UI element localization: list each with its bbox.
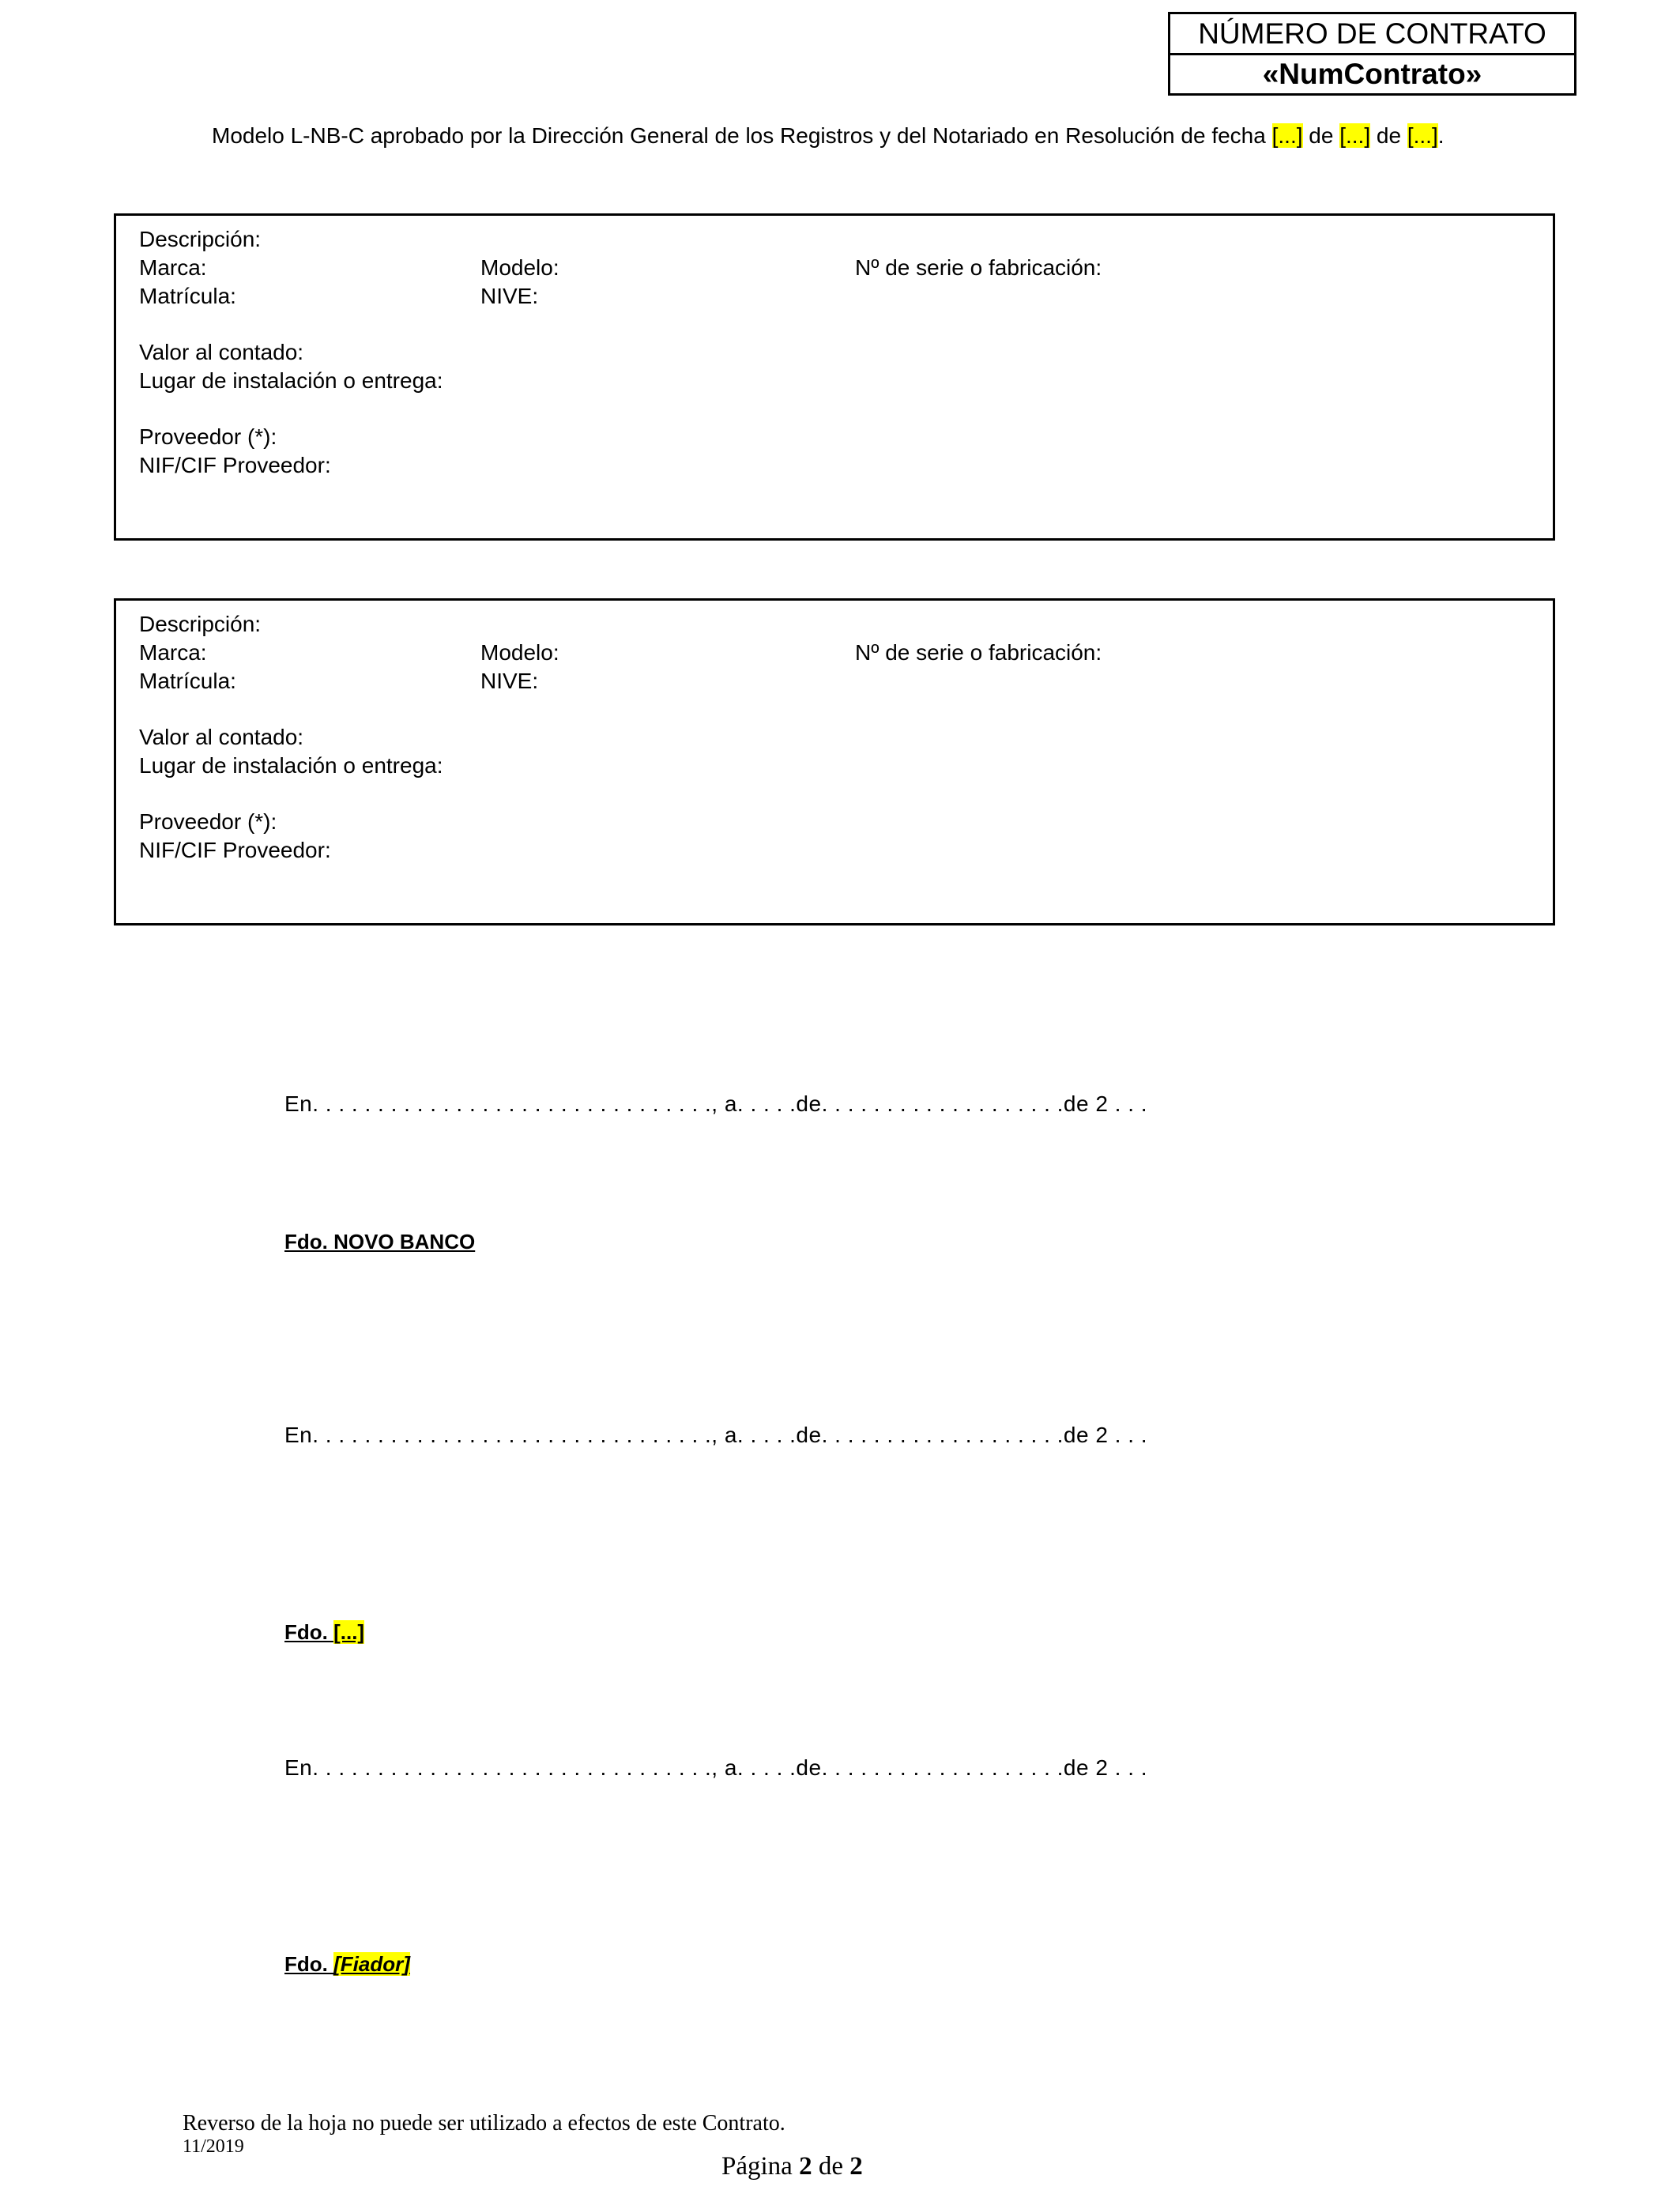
page-current: 2 [799, 2152, 812, 2181]
signer-label: Fdo. [284, 1952, 334, 1976]
contract-number-label: NÚMERO DE CONTRATO [1170, 14, 1574, 55]
field-descripcion: Descripción: [139, 227, 262, 251]
field-serie: Nº de serie o fabricación: [855, 640, 1102, 665]
field-descripcion: Descripción: [139, 612, 262, 636]
signature-novo-banco [284, 1230, 475, 1254]
field-marca: Marca: [139, 640, 207, 665]
signer-placeholder: [Fiador] [333, 1952, 410, 1976]
field-valor: Valor al contado: [139, 340, 304, 364]
signature-client [284, 1620, 364, 1645]
contract-number-box [1168, 12, 1576, 96]
field-lugar: Lugar de instalación o entrega: [139, 753, 443, 778]
field-nive: NIVE: [480, 284, 539, 308]
field-valor: Valor al contado: [139, 725, 304, 749]
field-modelo: Modelo: [480, 640, 559, 665]
field-nive: NIVE: [480, 669, 539, 693]
field-serie: Nº de serie o fabricación: [855, 255, 1102, 280]
field-marca: Marca: [139, 255, 207, 280]
signer-label: Fdo. NOVO BANCO [284, 1230, 476, 1253]
field-lugar: Lugar de instalación o entrega: [139, 368, 443, 393]
page-word: Página [721, 2152, 800, 2181]
signer-placeholder: [...] [333, 1620, 365, 1644]
contract-number-value: «NumContrato» [1262, 58, 1482, 90]
place-date-line: En. . . . . . . . . . . . . . . . . . . . . . . . . . . . . . ., a. . . . .de. . . . . . . . . . . . . . . . . . .de 2 . . . [284, 1091, 1148, 1116]
asset-box-2 [114, 598, 1555, 925]
model-sep-2: de [1370, 123, 1407, 148]
footer-note: Reverso de la hoja no puede ser utilizado a efectos de este Contrato. [183, 2111, 785, 2136]
page-total: 2 [849, 2152, 863, 2181]
model-approval-line [212, 123, 1445, 149]
field-nif: NIF/CIF Proveedor: [139, 453, 331, 477]
field-proveedor: Proveedor (*): [139, 424, 277, 449]
signer-label: Fdo. [284, 1620, 334, 1644]
field-matricula: Matrícula: [139, 669, 236, 693]
date-placeholder-month: [...] [1339, 123, 1371, 148]
model-text: Modelo L-NB-C aprobado por la Dirección General de los Registros y del Notariado en Resolución de fecha [212, 123, 1272, 148]
page-of: de [812, 2152, 850, 2181]
field-nif: NIF/CIF Proveedor: [139, 838, 331, 862]
signature-guarantor [284, 1952, 410, 1977]
field-matricula: Matrícula: [139, 284, 236, 308]
date-placeholder-year: [...] [1407, 123, 1438, 148]
asset-box-1 [114, 213, 1555, 541]
place-date-line: En. . . . . . . . . . . . . . . . . . . . . . . . . . . . . . ., a. . . . .de. . . . . . . . . . . . . . . . . . .de 2 . . . [284, 1423, 1148, 1447]
footer-date: 11/2019 [183, 2136, 244, 2157]
field-modelo: Modelo: [480, 255, 559, 280]
model-sep-1: de [1302, 123, 1340, 148]
place-date-line: En. . . . . . . . . . . . . . . . . . . . . . . . . . . . . . ., a. . . . .de. . . . . . . . . . . . . . . . . . .de 2 . . . [284, 1755, 1148, 1780]
field-proveedor: Proveedor (*): [139, 809, 277, 834]
model-end: . [1437, 123, 1445, 148]
date-placeholder-day: [...] [1271, 123, 1303, 148]
page-number [721, 2152, 863, 2181]
